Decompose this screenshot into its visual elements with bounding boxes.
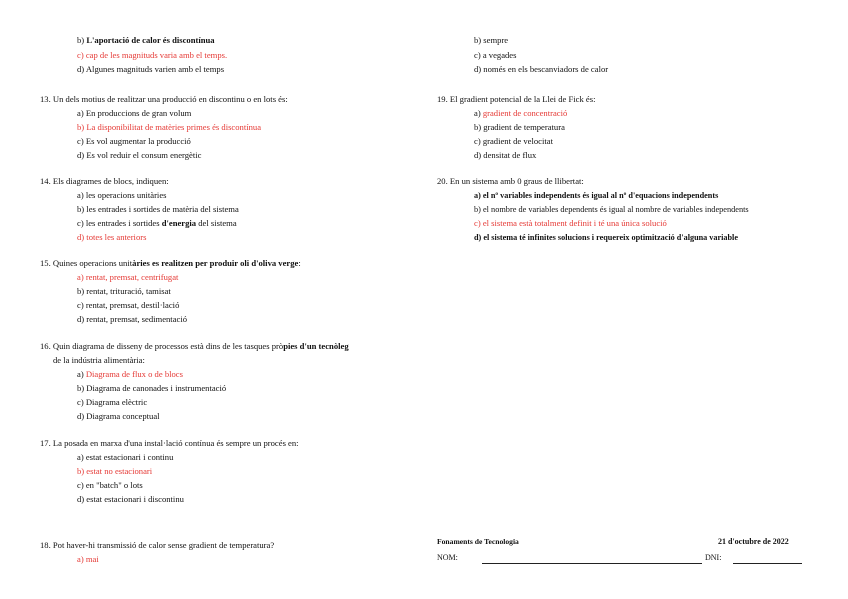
q12-option-d: d) Algunes magnituds varien amb el temps [77, 64, 225, 74]
q16-option-b: b) Diagrama de canonades i instrumentació [77, 383, 227, 393]
q14-option-a: a) les operacions unitàries [77, 190, 167, 200]
q18-option-c: c) a vegades [474, 50, 517, 60]
q20-option-c-correct: c) el sistema està totalment definit i té una única solució [474, 218, 667, 228]
q15-option-d: d) rentat, premsat, sedimentació [77, 314, 188, 324]
q15-option-b: b) rentat, trituració, tamisat [77, 286, 171, 296]
q17-option-b-correct: b) estat no estacionari [77, 466, 153, 476]
q14-option-c: c) les entrades i sortides d'energia del sistema [77, 218, 237, 228]
q18-question: 18. Pot haver-hi transmissió de calor sense gradient de temperatura? [40, 540, 275, 550]
q15-option-a-correct: a) rentat, premsat, centrifugat [77, 272, 179, 282]
q13-option-c: c) Es vol augmentar la producció [77, 136, 191, 146]
dni-field-line[interactable] [733, 563, 802, 564]
q18-option-d: d) només en els bescanviadors de calor [474, 64, 609, 74]
q20-option-b: b) el nombre de variables dependents és igual al nombre de variables independents [474, 205, 749, 214]
q17-question: 17. La posada en marxa d'una instal·lació contínua és sempre un procés en: [40, 438, 299, 448]
q13-option-d: d) Es vol reduir el consum energètic [77, 150, 202, 160]
q16-question-line2: de la indústria alimentària: [53, 355, 145, 365]
q18-option-b: b) sempre [474, 35, 509, 45]
q19-option-a-correct: a) gradient de concentració [474, 108, 568, 118]
q18-option-a: a) mai [77, 554, 99, 564]
q16-question: 16. Quin diagrama de disseny de processos està dins de les tasques pròpies d'un tecnòleg [40, 341, 349, 351]
q13-option-a: a) En produccions de gran volum [77, 108, 192, 118]
course-title: Fonaments de Tecnologia [437, 537, 519, 546]
q12-option-c-correct: c) cap de les magnituds varia amb el temps. [77, 50, 228, 60]
nom-label: NOM: [437, 553, 458, 562]
q16-option-d: d) Diagrama conceptual [77, 411, 160, 421]
q14-question: 14. Els diagrames de blocs, indiquen: [40, 176, 169, 186]
q17-option-d: d) estat estacionari i discontinu [77, 494, 184, 504]
q13-question: 13. Un dels motius de realitzar una producció en discontinu o en lots és: [40, 94, 288, 104]
q19-question: 19. El gradient potencial de la Llei de Fick és: [437, 94, 596, 104]
q19-option-d: d) densitat de flux [474, 150, 537, 160]
q17-option-a: a) estat estacionari i continu [77, 452, 174, 462]
q12-option-b: b) L'aportació de calor és discontínua [77, 35, 215, 45]
dni-label: DNI: [705, 553, 722, 562]
q14-option-b: b) les entrades i sortides de matèria del sistema [77, 204, 239, 214]
q15-option-c: c) rentat, premsat, destil·lació [77, 300, 180, 310]
q14-option-d-correct: d) totes les anteriors [77, 232, 147, 242]
q16-option-a-correct: a) Diagrama de flux o de blocs [77, 369, 183, 379]
q20-option-d: d) el sistema té infinites solucions i requereix optimització d'alguna variable [474, 233, 738, 242]
q20-question: 20. En un sistema amb 0 graus de llibertat: [437, 176, 584, 186]
q16-option-c: c) Diagrama elèctric [77, 397, 148, 407]
q15-question: 15. Quines operacions unitàries es realitzen per produir oli d'oliva verge: [40, 258, 301, 268]
nom-field-line[interactable] [482, 563, 702, 564]
q19-option-b: b) gradient de temperatura [474, 122, 565, 132]
q17-option-c: c) en "batch" o lots [77, 480, 143, 490]
exam-date: 21 d'octubre de 2022 [718, 537, 789, 546]
q13-option-b-correct: b) La disponibilitat de matèries primes és discontínua [77, 122, 262, 132]
q20-option-a: a) el nº variables independents és igual al nº d'equacions independents [474, 191, 719, 200]
q19-option-c: c) gradient de velocitat [474, 136, 553, 146]
